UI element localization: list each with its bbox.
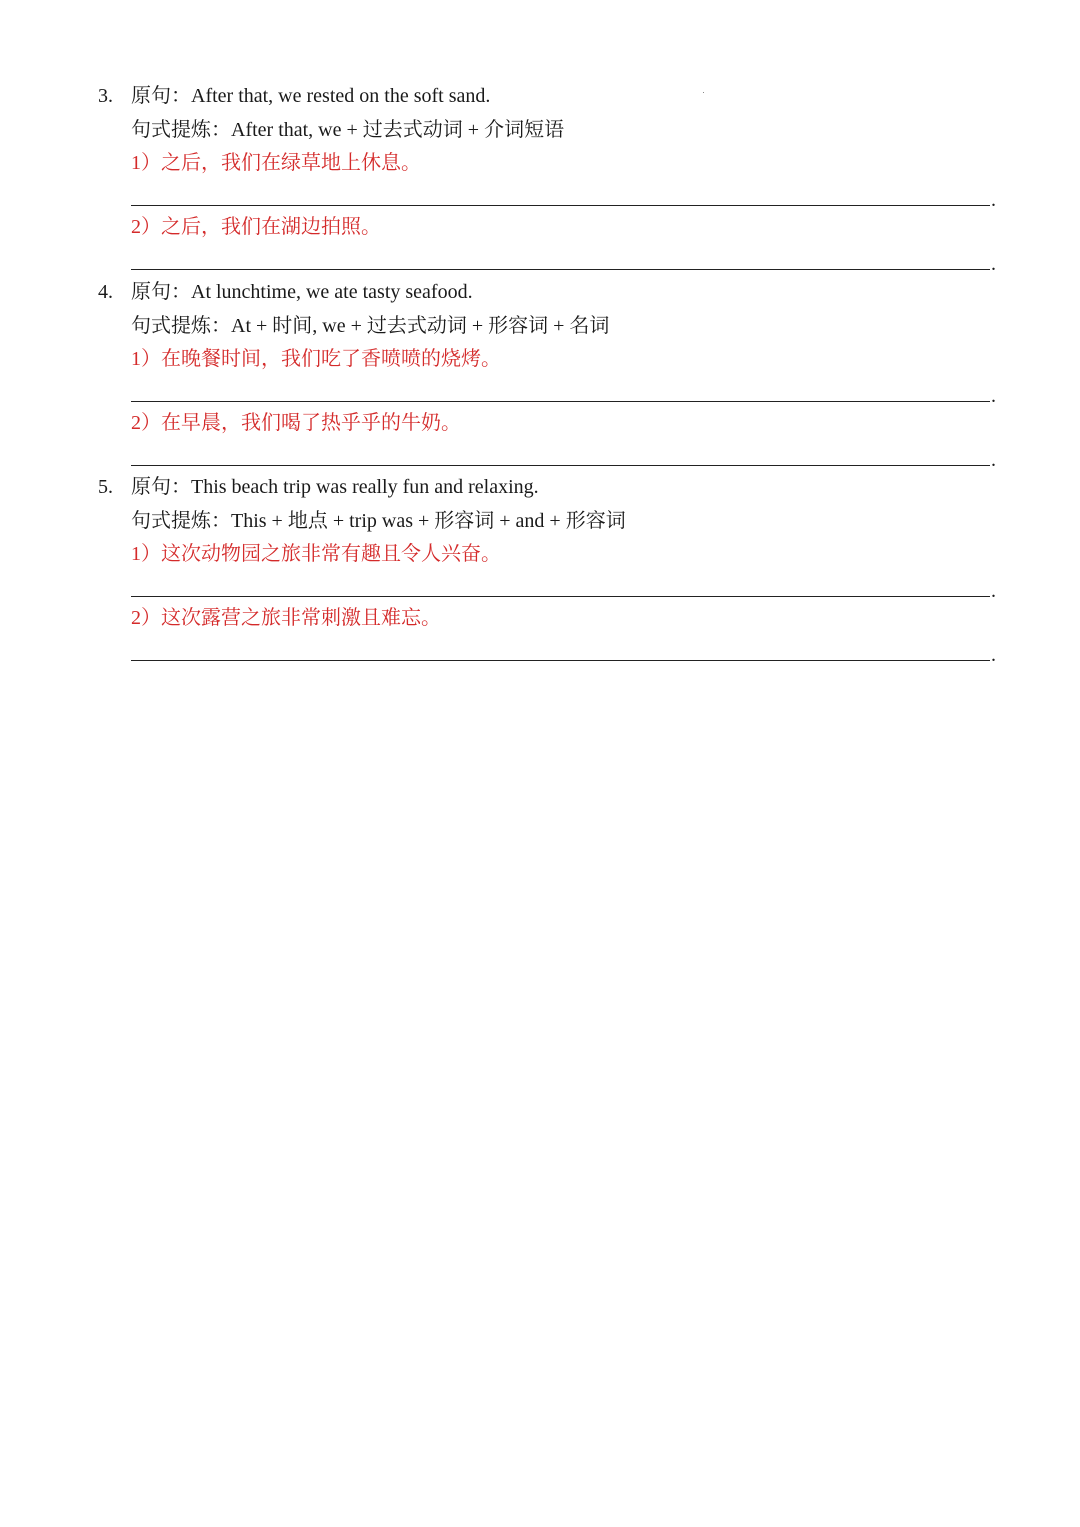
translation-prompt-1: 1）这次动物园之旅非常有趣且令人兴奋。 [131, 543, 501, 565]
translation-prompt-2: 2）在早晨，我们喝了热乎乎的牛奶。 [131, 412, 461, 434]
answer-line-period: . [991, 189, 996, 211]
answer-line-period: . [991, 644, 996, 666]
answer-line-1[interactable] [131, 205, 990, 206]
sentence-pattern: 句式提炼：This + 地点 + trip was + 形容词 + and + 形容词 [131, 510, 626, 532]
answer-line-2[interactable] [131, 465, 990, 466]
translation-prompt-2: 2）之后，我们在湖边拍照。 [131, 216, 381, 238]
translation-prompt-2: 2）这次露营之旅非常刺激且难忘。 [131, 607, 441, 629]
translation-prompt-1: 1）在晚餐时间，我们吃了香喷喷的烧烤。 [131, 348, 501, 370]
scan-speck [703, 92, 704, 93]
answer-line-2[interactable] [131, 269, 990, 270]
answer-line-period: . [991, 253, 996, 275]
original-sentence: 原句：After that, we rested on the soft sand. [131, 85, 491, 107]
original-sentence: 原句：At lunchtime, we ate tasty seafood. [131, 281, 473, 303]
answer-line-period: . [991, 449, 996, 471]
translation-prompt-1: 1）之后，我们在绿草地上休息。 [131, 152, 421, 174]
item-number: 5. [98, 476, 113, 498]
sentence-pattern: 句式提炼：After that, we + 过去式动词 + 介词短语 [131, 119, 565, 141]
answer-line-2[interactable] [131, 660, 990, 661]
answer-line-period: . [991, 580, 996, 602]
answer-line-1[interactable] [131, 401, 990, 402]
original-sentence: 原句：This beach trip was really fun and relaxing. [131, 476, 539, 498]
item-number: 3. [98, 85, 113, 107]
answer-line-1[interactable] [131, 596, 990, 597]
sentence-pattern: 句式提炼：At + 时间, we + 过去式动词 + 形容词 + 名词 [131, 315, 610, 337]
answer-line-period: . [991, 385, 996, 407]
item-number: 4. [98, 281, 113, 303]
